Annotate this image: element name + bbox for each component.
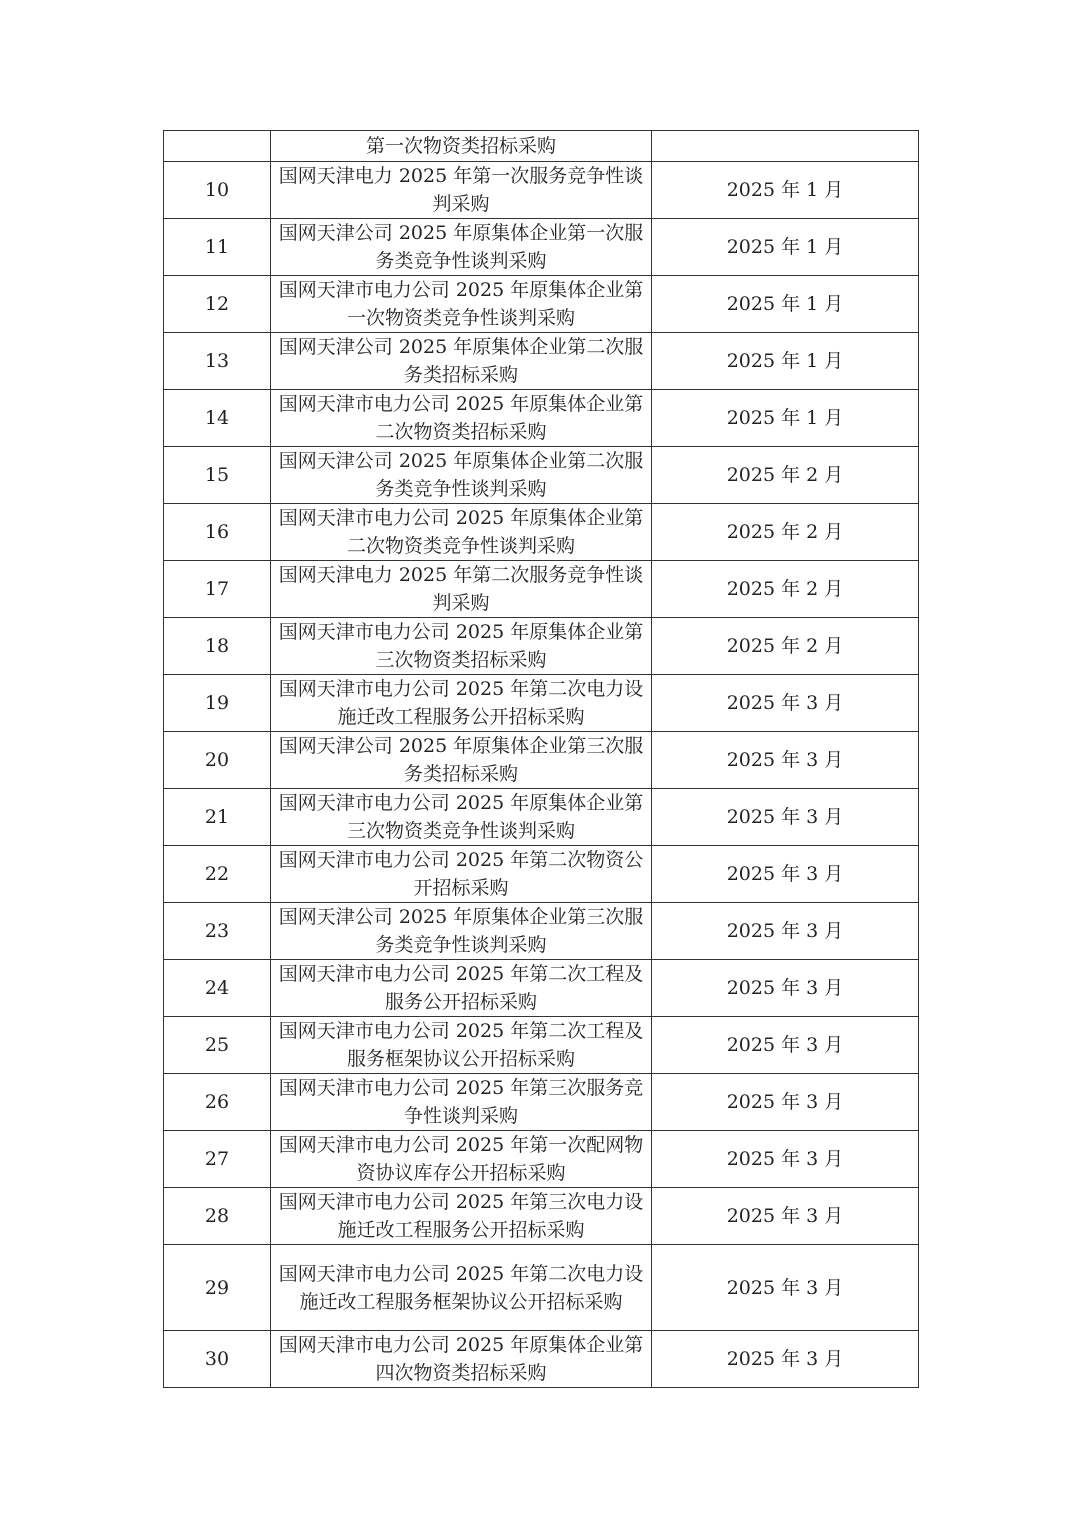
row-number-cell: 28 (164, 1188, 271, 1245)
row-number-cell: 17 (164, 561, 271, 618)
procurement-date-cell: 2025 年 2 月 (652, 504, 919, 561)
procurement-date-cell (652, 131, 919, 162)
procurement-name-cell: 国网天津市电力公司 2025 年第二次电力设施迁改工程服务框架协议公开招标采购 (271, 1245, 652, 1331)
procurement-name-cell: 国网天津市电力公司 2025 年原集体企业第二次物资类招标采购 (271, 390, 652, 447)
procurement-name-cell: 国网天津市电力公司 2025 年第三次电力设施迁改工程服务公开招标采购 (271, 1188, 652, 1245)
table-row (164, 675, 919, 732)
procurement-date-cell: 2025 年 2 月 (652, 561, 919, 618)
procurement-name-cell: 国网天津市电力公司 2025 年第二次物资公开招标采购 (271, 846, 652, 903)
row-number-cell: 20 (164, 732, 271, 789)
procurement-name-cell: 国网天津市电力公司 2025 年原集体企业第一次物资类竞争性谈判采购 (271, 276, 652, 333)
procurement-name-cell: 国网天津市电力公司 2025 年第二次工程及服务框架协议公开招标采购 (271, 1017, 652, 1074)
row-number-cell: 22 (164, 846, 271, 903)
procurement-name-cell: 国网天津公司 2025 年原集体企业第二次服务类招标采购 (271, 333, 652, 390)
row-number-cell (164, 131, 271, 162)
row-number-cell: 23 (164, 903, 271, 960)
procurement-table (163, 130, 919, 1388)
procurement-date-cell: 2025 年 3 月 (652, 732, 919, 789)
row-number-cell: 13 (164, 333, 271, 390)
procurement-date-cell: 2025 年 3 月 (652, 1074, 919, 1131)
table-row (164, 1245, 919, 1331)
procurement-name-cell: 国网天津公司 2025 年原集体企业第二次服务类竞争性谈判采购 (271, 447, 652, 504)
procurement-date-cell: 2025 年 2 月 (652, 618, 919, 675)
row-number-cell: 21 (164, 789, 271, 846)
procurement-date-cell: 2025 年 3 月 (652, 1131, 919, 1188)
procurement-name-cell: 国网天津市电力公司 2025 年第二次工程及服务公开招标采购 (271, 960, 652, 1017)
table-row (164, 1131, 919, 1188)
row-number-cell: 12 (164, 276, 271, 333)
table-row (164, 447, 919, 504)
procurement-date-cell: 2025 年 3 月 (652, 1245, 919, 1331)
procurement-date-cell: 2025 年 1 月 (652, 219, 919, 276)
procurement-date-cell: 2025 年 3 月 (652, 675, 919, 732)
procurement-name-cell: 国网天津公司 2025 年原集体企业第三次服务类招标采购 (271, 732, 652, 789)
table-row (164, 960, 919, 1017)
procurement-name-cell: 国网天津市电力公司 2025 年第三次服务竞争性谈判采购 (271, 1074, 652, 1131)
table-row (164, 1017, 919, 1074)
procurement-name-cell: 国网天津市电力公司 2025 年原集体企业第三次物资类竞争性谈判采购 (271, 789, 652, 846)
procurement-date-cell: 2025 年 3 月 (652, 846, 919, 903)
procurement-date-cell: 2025 年 1 月 (652, 390, 919, 447)
procurement-name-cell: 国网天津市电力公司 2025 年第一次配网物资协议库存公开招标采购 (271, 1131, 652, 1188)
row-number-cell: 15 (164, 447, 271, 504)
procurement-name-cell: 国网天津电力 2025 年第二次服务竞争性谈判采购 (271, 561, 652, 618)
procurement-date-cell: 2025 年 3 月 (652, 789, 919, 846)
procurement-name-cell: 国网天津电力 2025 年第一次服务竞争性谈判采购 (271, 162, 652, 219)
table-row (164, 1331, 919, 1388)
table-row (164, 561, 919, 618)
table-row (164, 390, 919, 447)
row-number-cell: 24 (164, 960, 271, 1017)
table-row (164, 276, 919, 333)
procurement-date-cell: 2025 年 1 月 (652, 333, 919, 390)
row-number-cell: 16 (164, 504, 271, 561)
procurement-name-cell: 国网天津市电力公司 2025 年原集体企业第二次物资类竞争性谈判采购 (271, 504, 652, 561)
row-number-cell: 14 (164, 390, 271, 447)
procurement-table-body (164, 131, 919, 1388)
procurement-date-cell: 2025 年 3 月 (652, 903, 919, 960)
procurement-date-cell: 2025 年 3 月 (652, 1017, 919, 1074)
row-number-cell: 18 (164, 618, 271, 675)
procurement-date-cell: 2025 年 1 月 (652, 276, 919, 333)
row-number-cell: 30 (164, 1331, 271, 1388)
table-row-continued (164, 131, 919, 162)
procurement-name-cell: 国网天津公司 2025 年原集体企业第三次服务类竞争性谈判采购 (271, 903, 652, 960)
table-row (164, 1074, 919, 1131)
procurement-name-cell: 国网天津市电力公司 2025 年原集体企业第四次物资类招标采购 (271, 1331, 652, 1388)
table-row (164, 618, 919, 675)
table-row (164, 903, 919, 960)
procurement-date-cell: 2025 年 3 月 (652, 1188, 919, 1245)
row-number-cell: 26 (164, 1074, 271, 1131)
row-number-cell: 19 (164, 675, 271, 732)
procurement-date-cell: 2025 年 3 月 (652, 1331, 919, 1388)
row-number-cell: 11 (164, 219, 271, 276)
table-row (164, 789, 919, 846)
row-number-cell: 27 (164, 1131, 271, 1188)
table-row (164, 162, 919, 219)
table-row (164, 1188, 919, 1245)
row-number-cell: 29 (164, 1245, 271, 1331)
table-row (164, 333, 919, 390)
procurement-date-cell: 2025 年 2 月 (652, 447, 919, 504)
table-row (164, 219, 919, 276)
procurement-name-cell: 国网天津市电力公司 2025 年第二次电力设施迁改工程服务公开招标采购 (271, 675, 652, 732)
table-row (164, 846, 919, 903)
procurement-name-cell: 国网天津公司 2025 年原集体企业第一次服务类竞争性谈判采购 (271, 219, 652, 276)
procurement-name-cell: 国网天津市电力公司 2025 年原集体企业第三次物资类招标采购 (271, 618, 652, 675)
table-row (164, 504, 919, 561)
procurement-date-cell: 2025 年 3 月 (652, 960, 919, 1017)
procurement-name-cell: 第一次物资类招标采购 (271, 131, 652, 162)
table-row (164, 732, 919, 789)
row-number-cell: 25 (164, 1017, 271, 1074)
procurement-date-cell: 2025 年 1 月 (652, 162, 919, 219)
row-number-cell: 10 (164, 162, 271, 219)
